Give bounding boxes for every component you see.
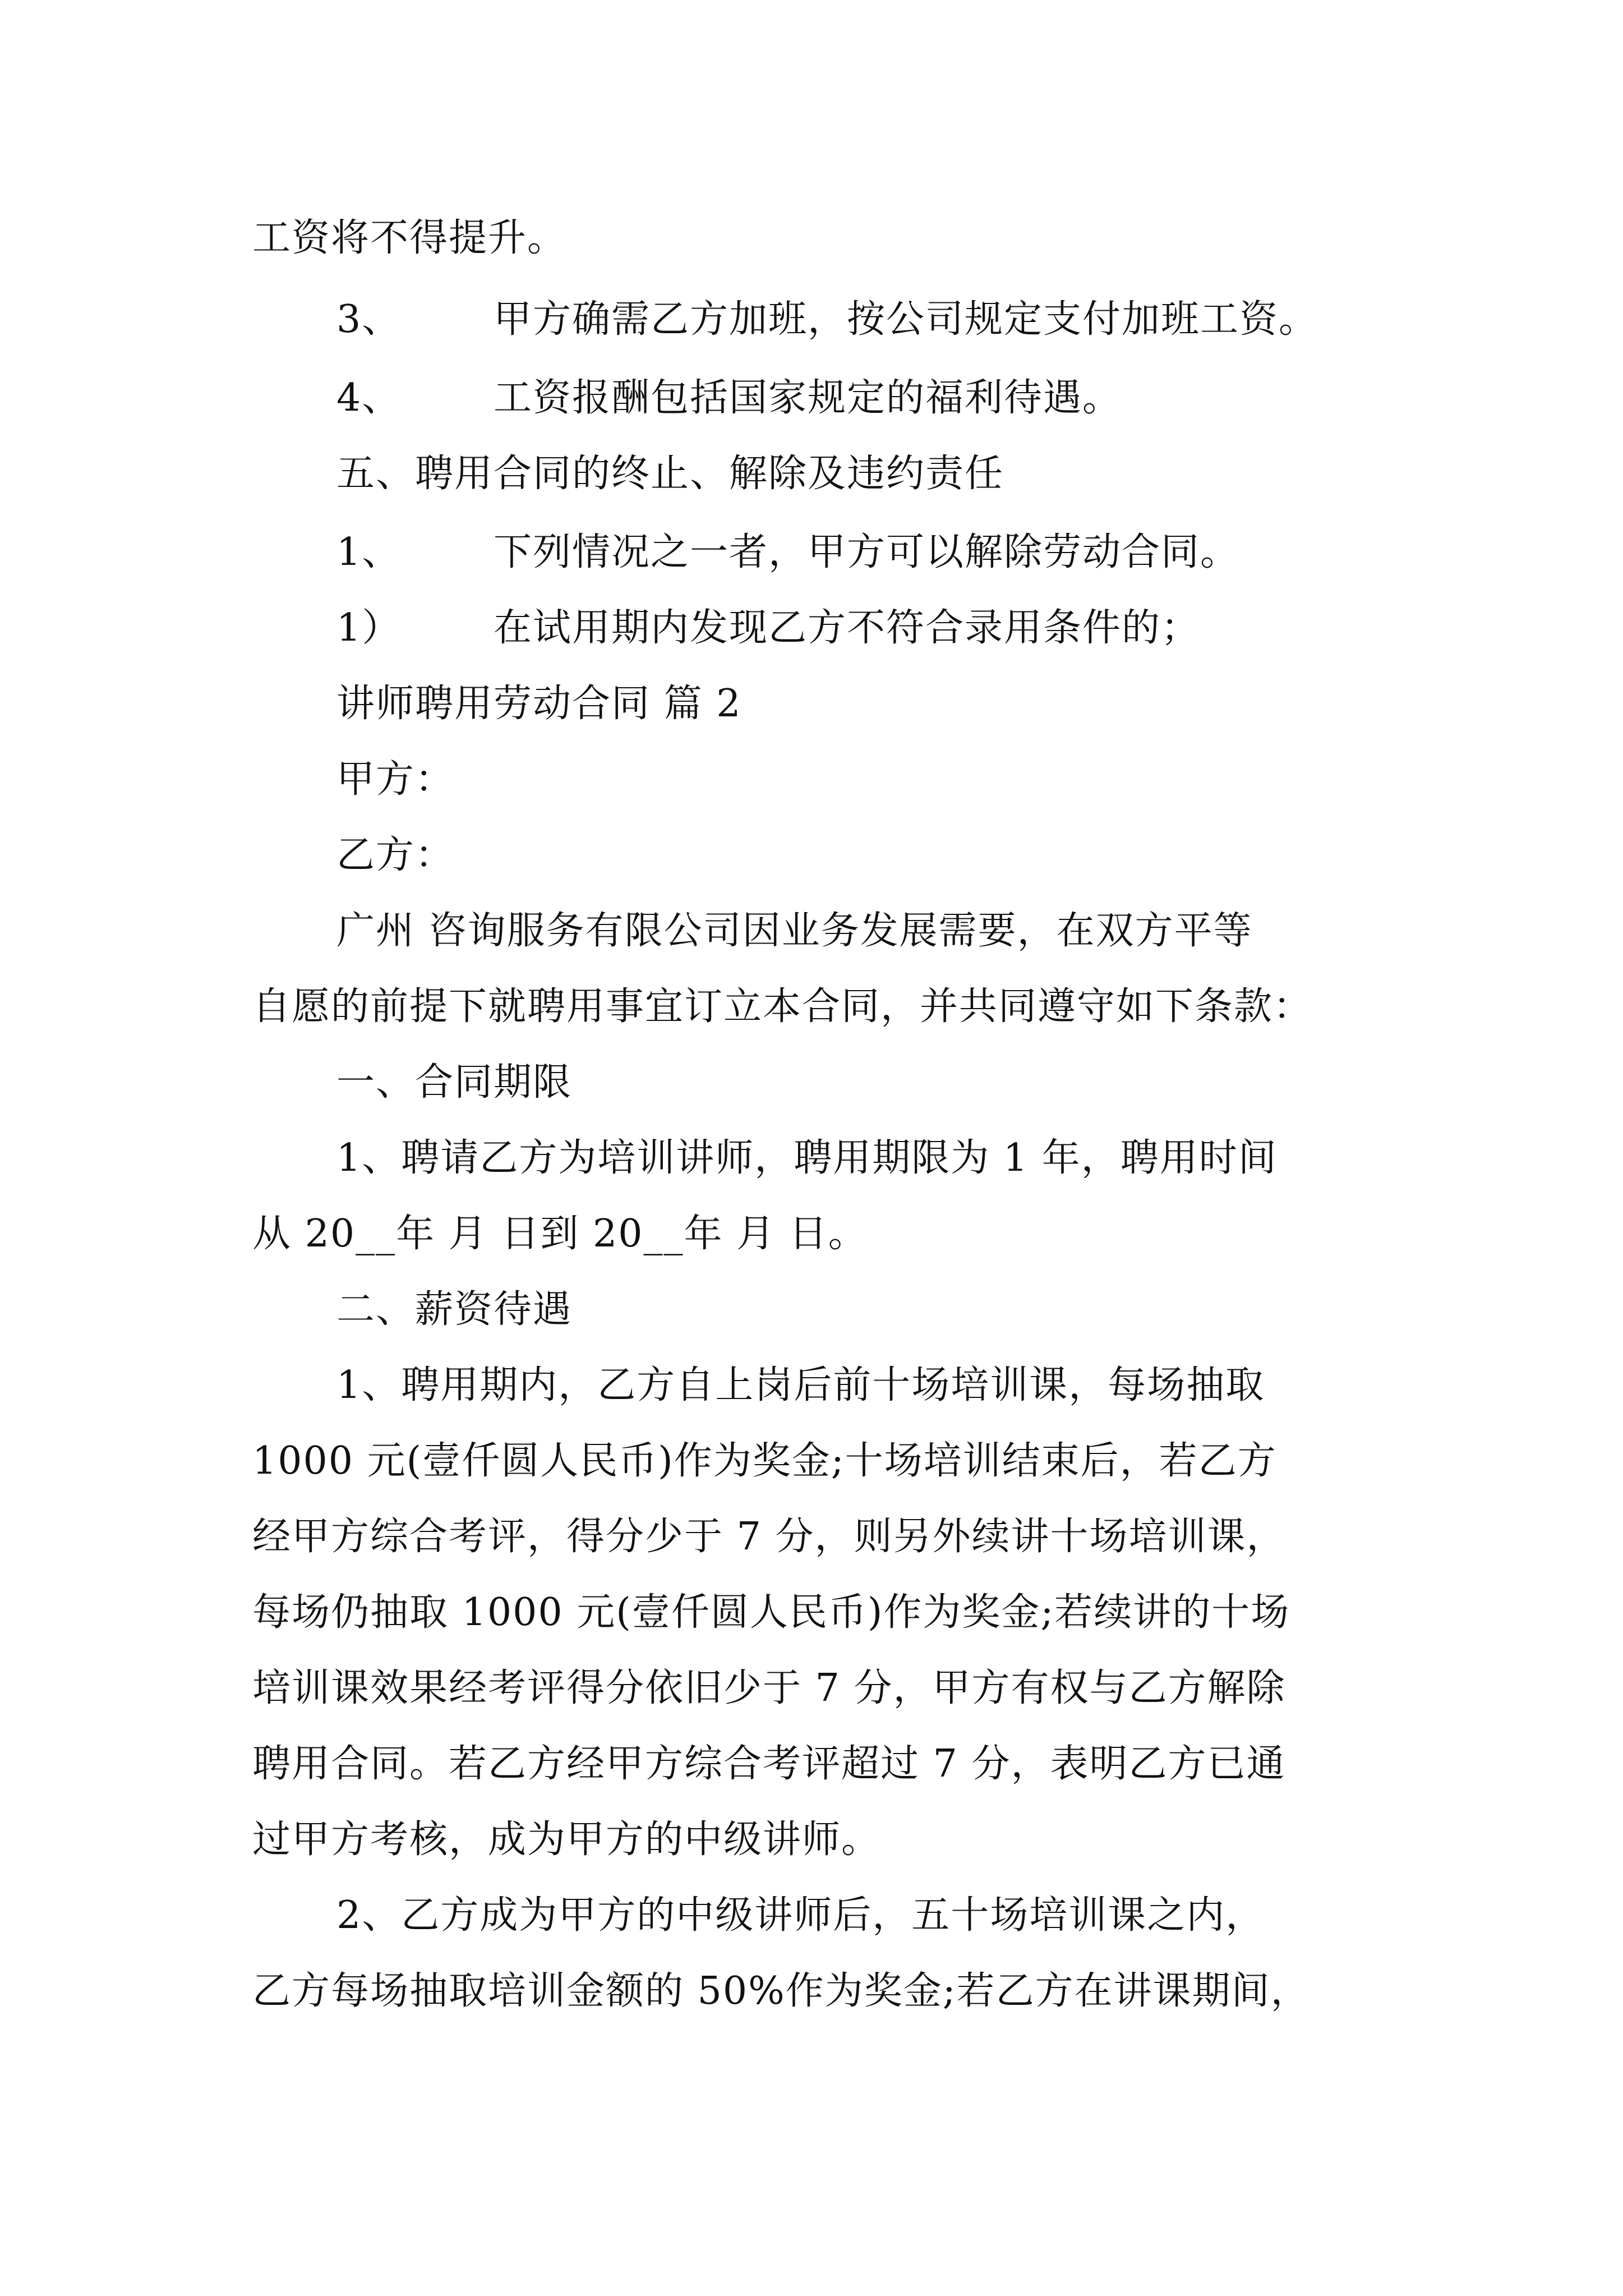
numbered-line	[336, 527, 1239, 578]
text-line: 培训课效果经考评得分依旧少于 7 分，甲方有权与乙方解除	[252, 1666, 1286, 1710]
text-line: 过甲方考核，成为甲方的中级讲师。	[252, 1818, 881, 1862]
numbered-line	[336, 295, 1318, 345]
text-line: 1000 元(壹仟圆人民币)作为奖金;十场培训结束后，若乙方	[252, 1439, 1277, 1483]
text-line: 广州 咨询服务有限公司因业务发展需要，在双方平等	[336, 909, 1253, 953]
item-number: 4、	[336, 376, 402, 420]
party-b-label: 乙方：	[336, 833, 455, 877]
text-line: 每场仍抽取 1000 元(壹仟圆人民币)作为奖金;若续讲的十场	[252, 1590, 1290, 1635]
document-title: 讲师聘用劳动合同 篇 2	[336, 682, 742, 726]
text-line: 1、聘用期内，乙方自上岗后前十场培训课，每场抽取	[336, 1363, 1265, 1407]
text-line: 聘用合同。若乙方经甲方综合考评超过 7 分，表明乙方已通	[252, 1742, 1286, 1786]
numbered-line	[336, 603, 1200, 654]
text-line: 工资将不得提升。	[252, 216, 567, 260]
item-number: 1、	[336, 530, 402, 574]
section-heading: 二、薪资待遇	[336, 1287, 573, 1332]
text-line: 经甲方综合考评，得分少于 7 分，则另外续讲十场培训课，	[252, 1515, 1286, 1559]
party-a-label: 甲方：	[336, 757, 455, 802]
text-line: 1、聘请乙方为培训讲师，聘用期限为 1 年，聘用时间	[336, 1136, 1278, 1180]
item-text: 工资报酬包括国家规定的福利待遇。	[494, 376, 1122, 420]
text-line: 从 20__年 月 日到 20__年 月 日。	[252, 1212, 868, 1256]
numbered-line	[336, 373, 1122, 424]
item-text: 下列情况之一者，甲方可以解除劳动合同。	[494, 530, 1240, 574]
item-number: 3、	[336, 297, 402, 342]
section-heading: 五、聘用合同的终止、解除及违约责任	[336, 452, 1004, 496]
item-text: 甲方确需乙方加班，按公司规定支付加班工资。	[494, 297, 1318, 342]
text-line: 2、乙方成为甲方的中级讲师后，五十场培训课之内，	[336, 1893, 1265, 1938]
item-number: 1）	[336, 606, 402, 650]
text-line: 乙方每场抽取培训金额的 50%作为奖金;若乙方在讲课期间，	[252, 1969, 1310, 2013]
item-text: 在试用期内发现乙方不符合录用条件的；	[494, 606, 1201, 650]
section-heading: 一、合同期限	[336, 1060, 573, 1105]
text-line: 自愿的前提下就聘用事宜订立本合同，并共同遵守如下条款：	[252, 984, 1313, 1029]
